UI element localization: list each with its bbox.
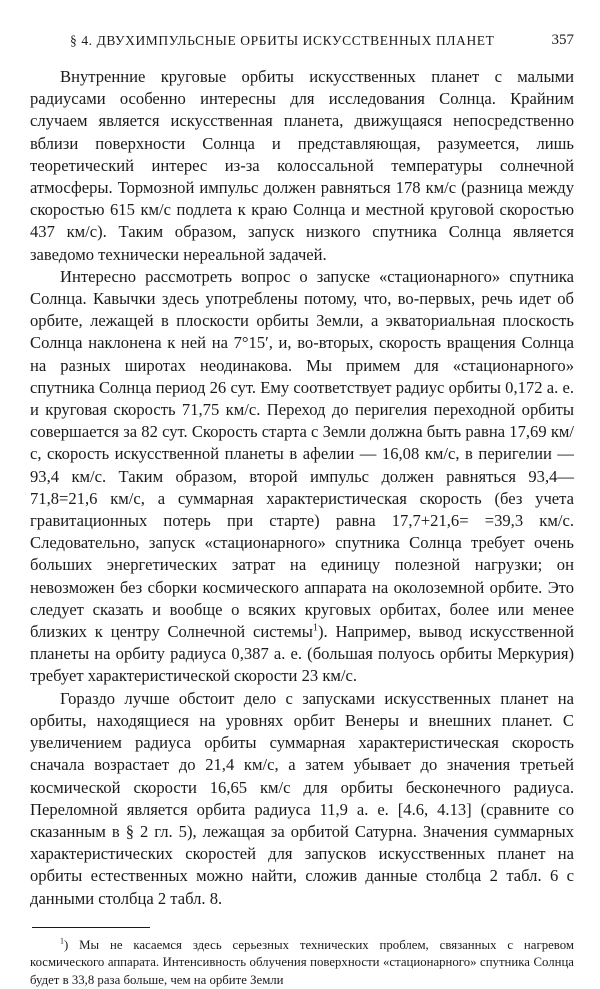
footnote-text: Мы не касаемся здесь серьезных технических проблем, связанных с нагревом космического аппарата. Интенсивность облучения поверхности «стационарного» спутника Солнца будет в 33,8 раза больше, чем на орбите Земли <box>30 937 574 987</box>
footnote-marker-paren: ) <box>63 937 69 952</box>
page-number: 357 <box>551 32 574 48</box>
body-text <box>30 66 574 910</box>
section-title: § 4. ДВУХИМПУЛЬСНЫЕ ОРБИТЫ ИСКУССТВЕННЫХ ПЛАНЕТ <box>70 33 495 48</box>
paragraph-solar-orbits: Внутренние круговые орбиты искусственных планет с малыми радиусами особенно интересны для исследования Солнца. Крайним случаем является искусственная планета, движущаяся непосредственно вблизи поверхности Солнца и представляющая, разумеется, лишь теоретический интерес из-за колоссальной температуры солнечной атмосферы. Тормозной импульс должен равняться 178 км/с (разница между скоростью 615 км/с подлета к краю Солнца и местной круговой скоростью 437 км/с). Таким образом, запуск низкого спутника Солнца является заведомо технически нереальной задачей. <box>30 67 574 264</box>
book-page <box>30 30 574 989</box>
paragraph-outer-orbits: Гораздо лучше обстоит дело с запусками искусственных планет на орбиты, находящиеся на уровнях орбит Венеры и внешних планет. С увеличением радиуса орбиты суммарная характеристическая скорость сначала возрастает до 21,4 км/с, а затем убывает до значения третьей космической скорости 16,65 км/с для орбиты бесконечного радиуса. Переломной является орбита радиуса 11,9 а. е. [4.6, 4.13] (сравните со сказанным в § 2 гл. 5), лежащая за орбитой Сатурна. Значения суммарных характеристических скоростей для запусков искусственных планет на орбиты естественных можно найти, сложив данные столбца 2 табл. 6 с данными столбца 2 табл. 8. <box>30 688 574 908</box>
footnote <box>30 937 574 989</box>
paragraph-stationary-satellite <box>30 266 574 688</box>
running-head <box>30 30 574 52</box>
paragraph-stationary-text: Интересно рассмотреть вопрос о запуске «стационарного» спутника Солнца. Кавычки здесь употреблены потому, что, во-первых, речь идет об орбите, лежащей в плоскости орбиты Земли, а экваториальная плоскость Солнца наклонена к ней на 7°15′, и, во-вторых, скорость вращения Солнца на разных широтах неодинакова. Мы примем для «стационарного» спутника Солнца период 26 сут. Ему соответствует радиус орбиты 0,172 а. е. и круговая скорость 71,75 км/с. Переход до перигелия переходной орбиты совершается за 82 сут. Скорость старта с Земли должна быть равна 17,69 км/с, скорость искусственной планеты в афелии — 16,08 км/с, в перигелии — 93,4 км/с. Таким образом, второй импульс должен равняться 93,4—71,8=21,6 км/с, а суммарная характеристическая скорость (без учета гравитационных потерь при старте) равна 17,7+21,6= =39,3 км/с. Следовательно, запуск «стационарного» спутника Солнца требует очень больших энергетических затрат на единицу полезной нагрузки; он невозможен без сборки космического аппарата на околоземной орбите. Это следует сказать и вообще о всяких круговых орбитах, более или менее близких к центру Солнечной системы <box>30 266 574 642</box>
footnote-divider <box>32 927 150 928</box>
paragraph-stationary-continuation: ). Например, вывод искусственной планеты на орбиту радиуса 0,387 а. е. (большая полуось орбиты Меркурия) требует характеристической скорости 23 км/с. <box>30 622 574 686</box>
footnote-marker: 1 <box>60 936 64 946</box>
footnote-reference: 1 <box>312 622 318 634</box>
